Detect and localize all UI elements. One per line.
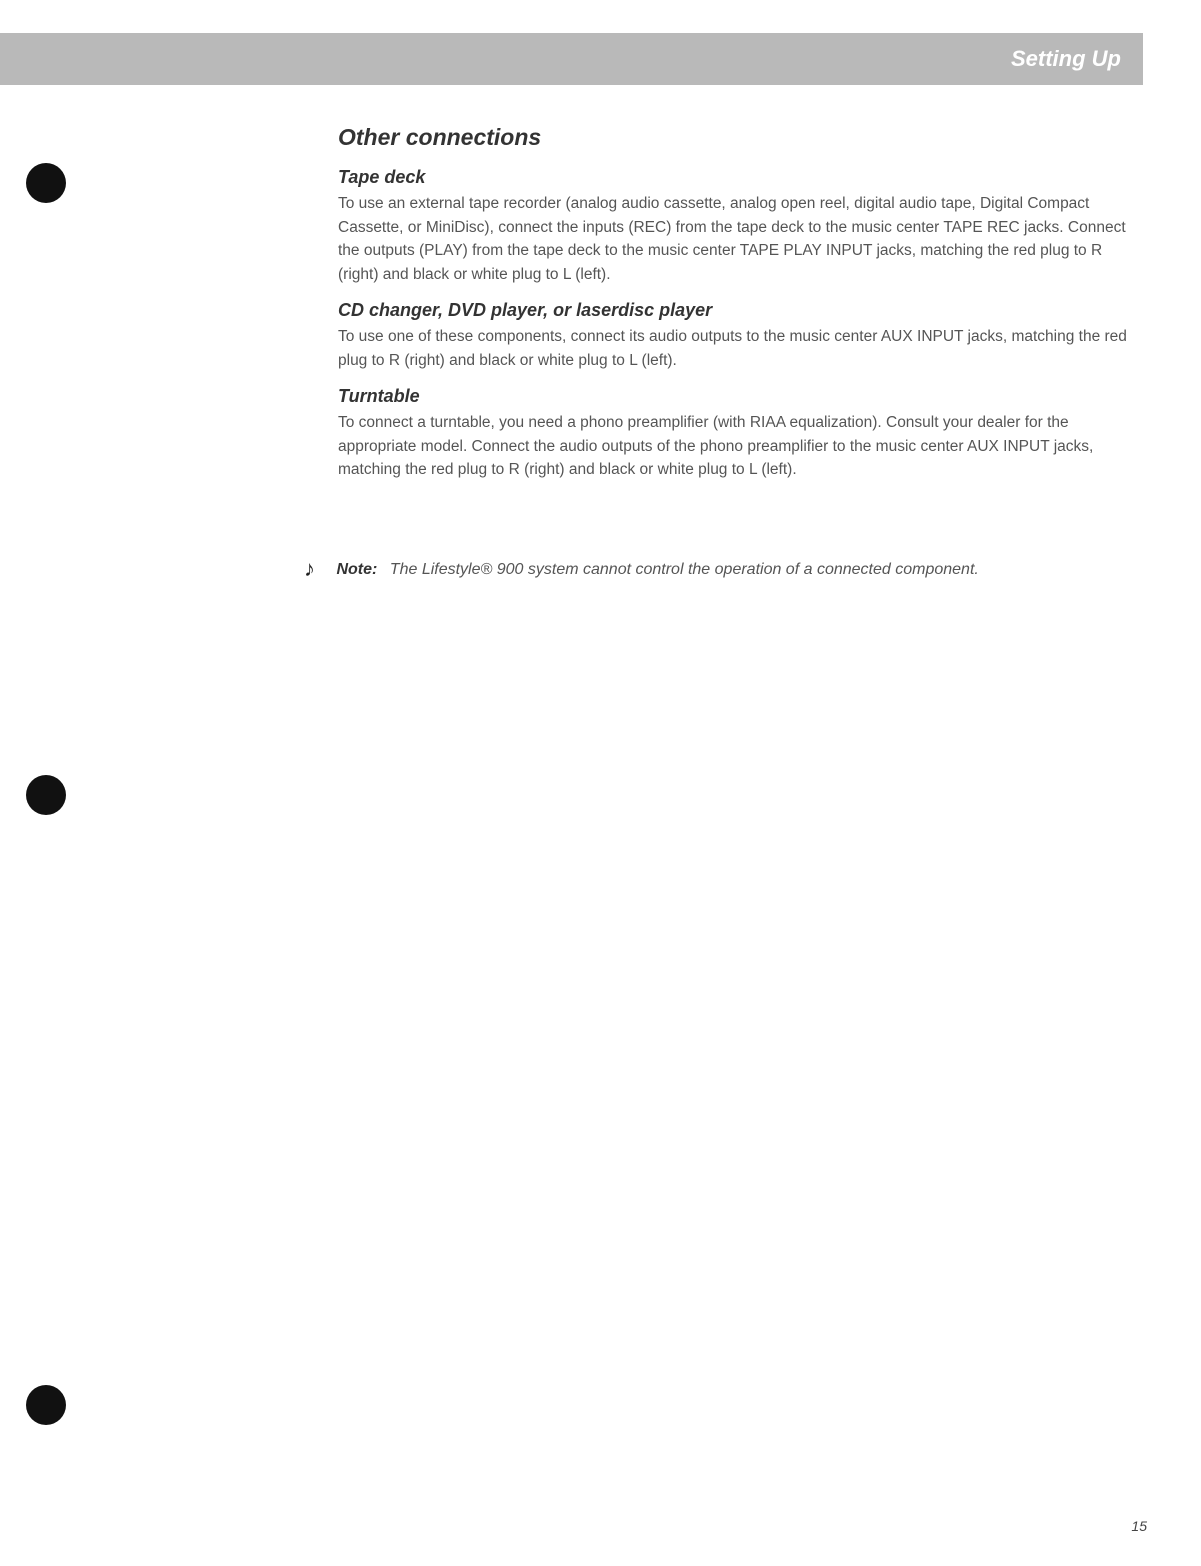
binder-hole-bottom — [26, 1385, 66, 1425]
page-number: 15 — [1131, 1518, 1147, 1534]
main-content — [338, 124, 1138, 496]
header-band — [0, 33, 1143, 85]
cd-changer-paragraph: To use one of these components, connect its audio outputs to the music center AUX INPUT jacks, matching the red plug to R (right) and black or white plug to L (left). — [338, 328, 1127, 369]
music-note-icon: ♪ — [304, 556, 315, 581]
turntable-heading: Turntable — [338, 386, 420, 406]
tape-deck-paragraph: To use an external tape recorder (analog audio cassette, analog open reel, digital audio tape, Digital Compact Cassette, or MiniDisc), connect the inputs (REC) from the tape deck to the music center TAPE REC jacks. Connect the outputs (PLAY) from the tape deck to the music center TAPE PLAY INPUT jacks, matching the red plug to R (right) and black or white plug to L (left). — [338, 195, 1126, 283]
tape-deck-heading: Tape deck — [338, 167, 426, 187]
section-title: Other connections — [338, 124, 542, 150]
turntable-paragraph: To connect a turntable, you need a phono preamplifier (with RIAA equalization). Consult your dealer for the appropriate model. Connect the audio outputs of the phono preamplifier to the music center AUX INPUT jacks, matching the red plug to R (right) and black or white plug to L (left). — [338, 414, 1094, 478]
binder-hole-top — [26, 163, 66, 203]
header-title: Setting Up — [1011, 46, 1121, 71]
binder-hole-middle — [26, 775, 66, 815]
note-label: Note: — [336, 561, 378, 578]
cd-changer-heading: CD changer, DVD player, or laserdisc player — [338, 300, 713, 320]
note — [304, 556, 1124, 582]
note-text: The Lifestyle® 900 system cannot control the operation of a connected component. — [389, 561, 979, 578]
